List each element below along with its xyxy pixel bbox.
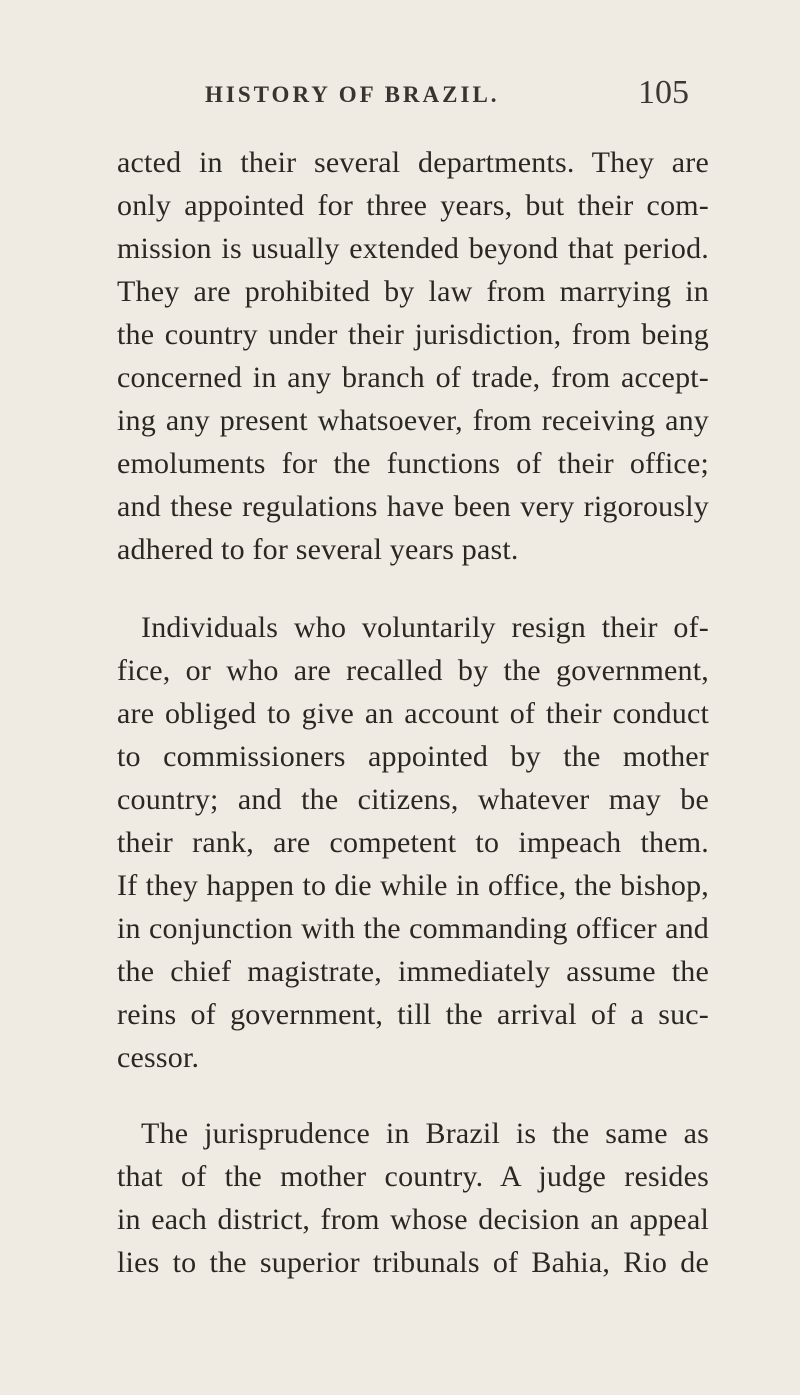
text-line: cessor. [117, 1041, 200, 1074]
text-line: adhered to for several years past. [117, 533, 519, 566]
page-number: 105 [638, 74, 689, 111]
text-line: to commissioners appointed by the mother [117, 740, 709, 773]
text-line: the country under their jurisdiction, from being [117, 318, 709, 351]
text-line: only appointed for three years, but their com- [117, 189, 709, 222]
text-line: lies to the superior tribunals of Bahia, Rio de [117, 1246, 709, 1279]
running-head: HISTORY OF BRAZIL. [205, 82, 500, 107]
text-line: the chief magistrate, immediately assume the [117, 955, 709, 988]
text-line: their rank, are competent to impeach them. [117, 826, 709, 859]
text-line: acted in their several departments. They are [117, 146, 709, 179]
text-line: concerned in any branch of trade, from accept- [117, 361, 709, 394]
text-line: fice, or who are recalled by the government, [117, 654, 709, 687]
text-line: They are prohibited by law from marrying in [117, 275, 709, 308]
text-line: in each district, from whose decision an appeal [117, 1203, 709, 1236]
text-line: that of the mother country. A judge resides [117, 1160, 709, 1193]
text-line: If they happen to die while in office, the bishop, [117, 869, 709, 902]
text-line: and these regulations have been very rigorously [117, 490, 709, 523]
text-line: in conjunction with the commanding officer and [117, 912, 709, 945]
text-line: country; and the citizens, whatever may be [117, 783, 709, 816]
text-line: mission is usually extended beyond that period. [117, 232, 709, 265]
text-line: emoluments for the functions of their office; [117, 447, 709, 480]
text-line: ing any present whatsoever, from receiving any [117, 404, 709, 437]
text-line: reins of government, till the arrival of a suc- [117, 998, 709, 1031]
text-line: The jurisprudence in Brazil is the same as [141, 1117, 709, 1150]
text-line: Individuals who voluntarily resign their of- [141, 611, 709, 644]
text-line: are obliged to give an account of their conduct [117, 697, 709, 730]
